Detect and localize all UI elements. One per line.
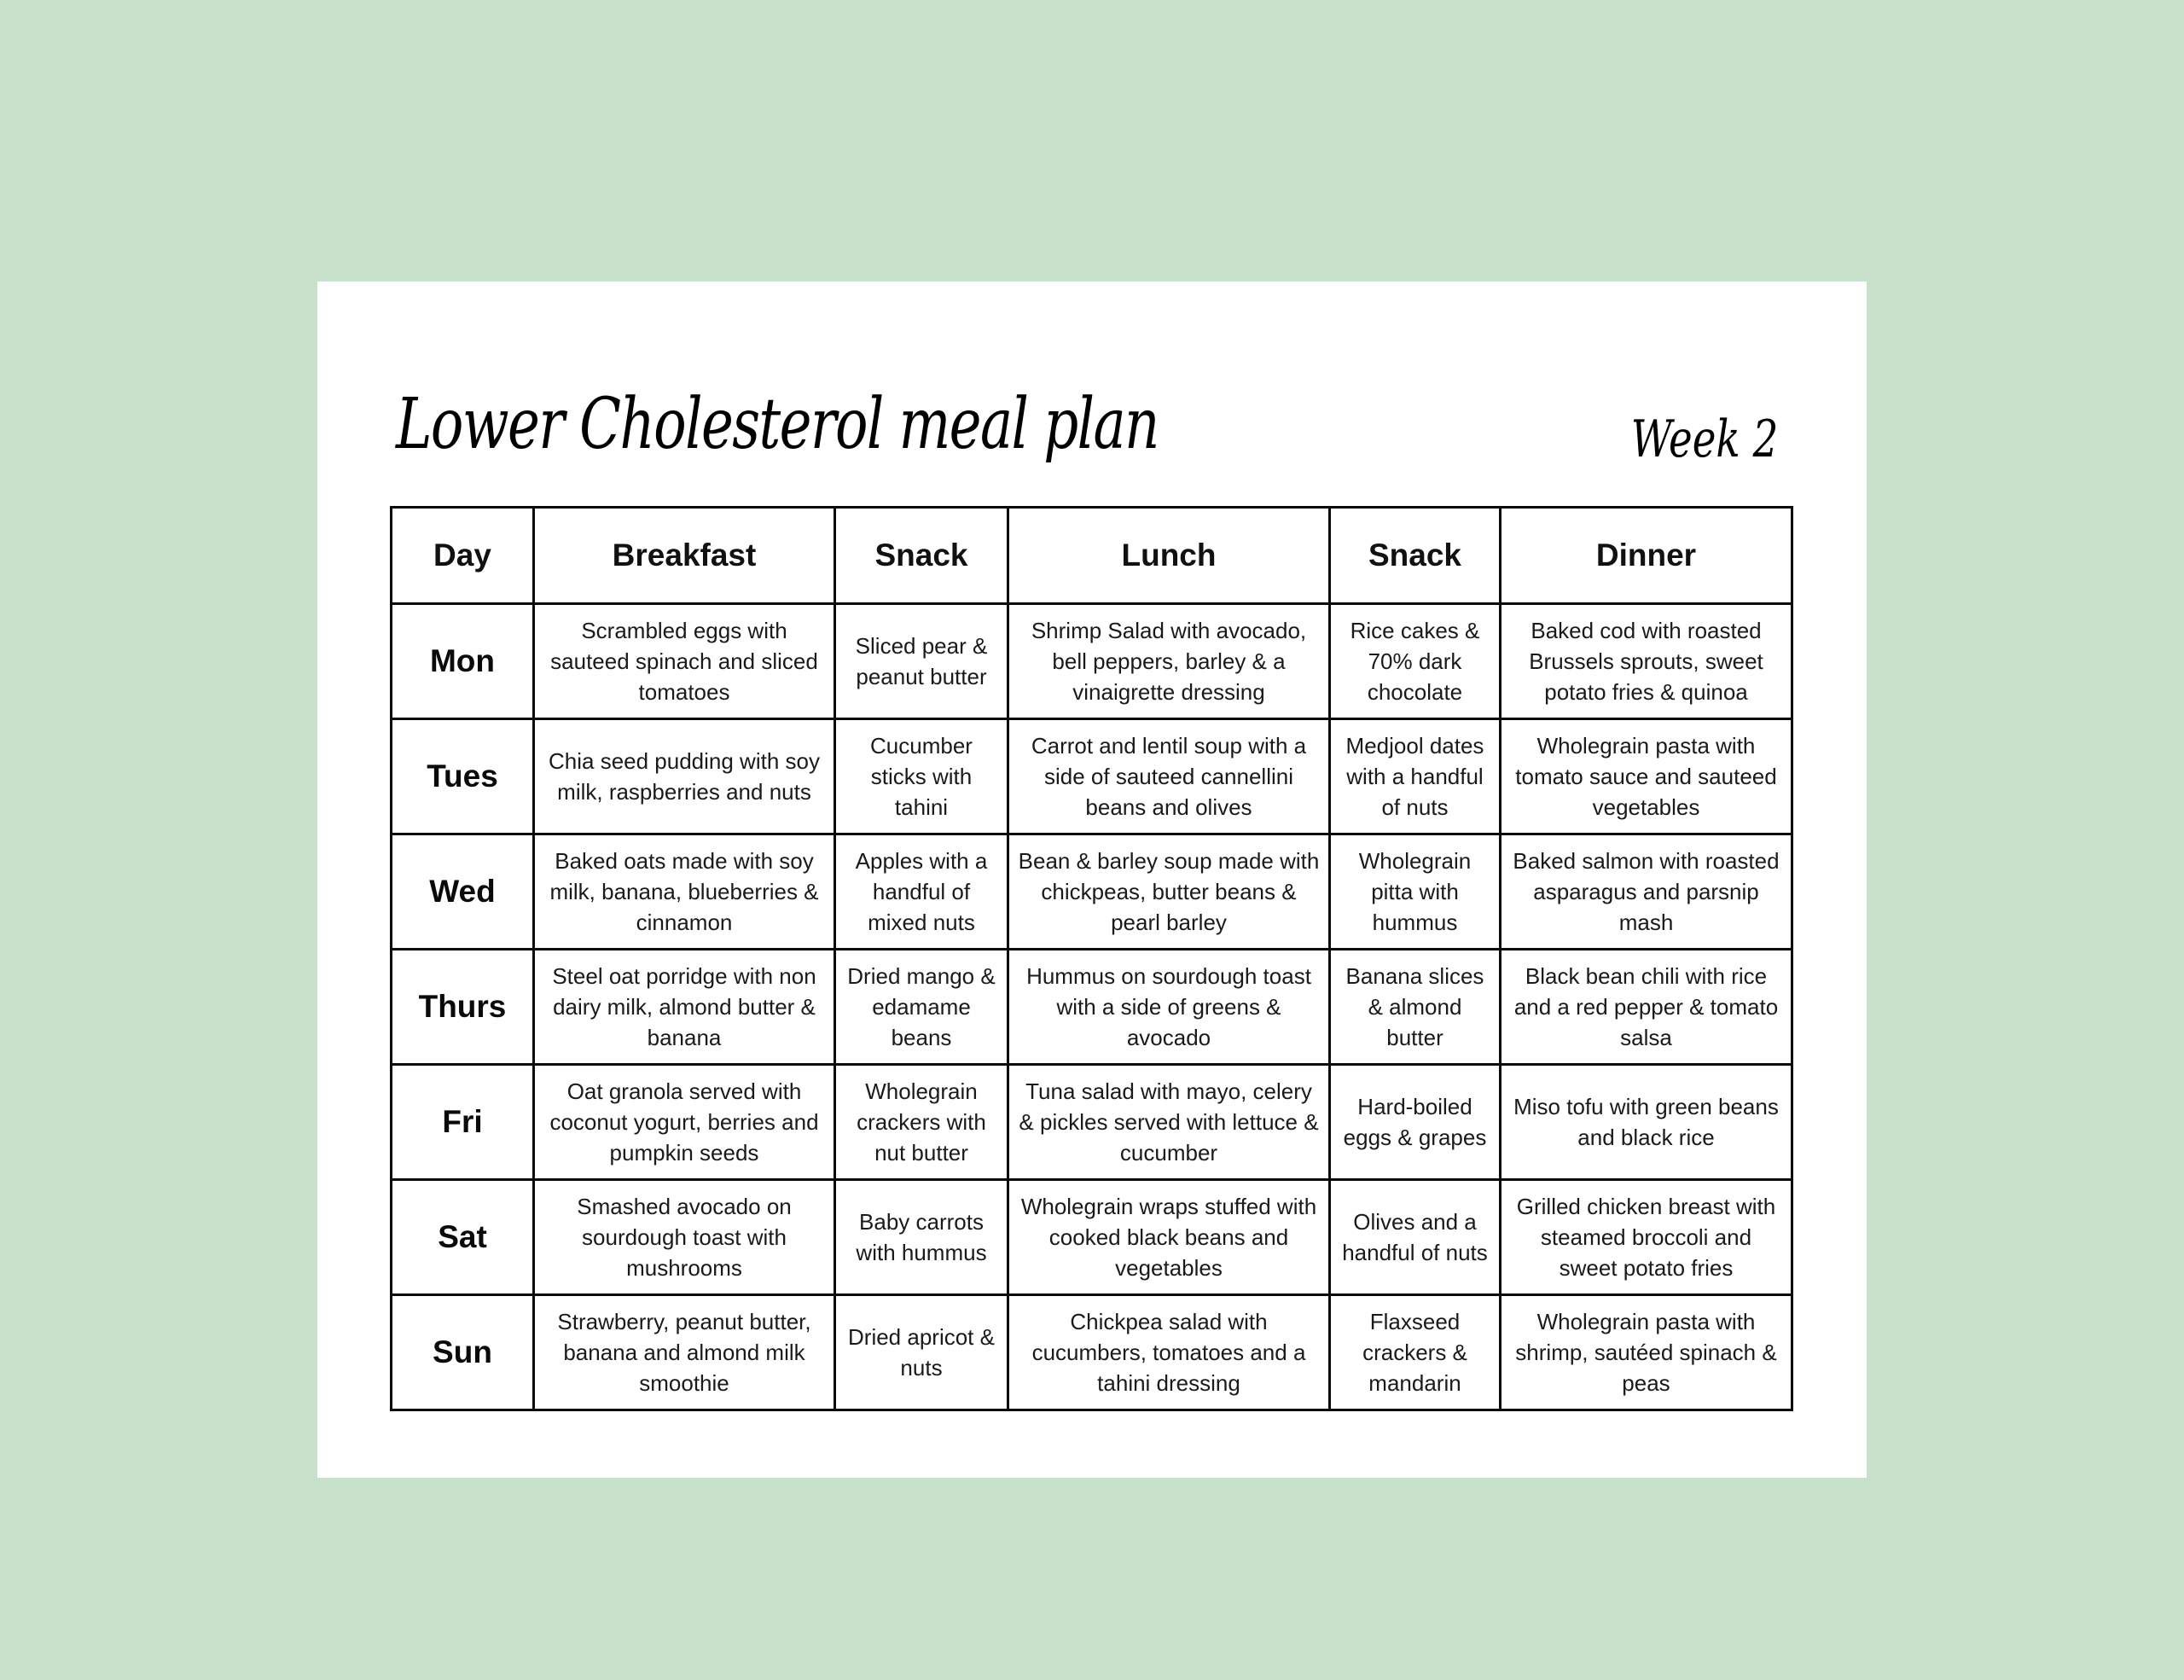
snack2-cell: Rice cakes & 70% dark chocolate: [1330, 604, 1501, 719]
header-day: Day: [392, 508, 534, 604]
breakfast-cell: Steel oat porridge with non dairy milk, almond butter & banana: [534, 950, 835, 1065]
lunch-cell: Bean & barley soup made with chickpeas, butter beans & pearl barley: [1008, 834, 1330, 950]
breakfast-cell: Smashed avocado on sourdough toast with mushrooms: [534, 1180, 835, 1295]
dinner-cell: Miso tofu with green beans and black rice: [1501, 1065, 1792, 1180]
meal-plan-card: [317, 282, 1867, 1478]
header-dinner: Dinner: [1501, 508, 1792, 604]
breakfast-cell: Oat granola served with coconut yogurt, berries and pumpkin seeds: [534, 1065, 835, 1180]
day-cell: Sun: [392, 1295, 534, 1410]
header-breakfast: Breakfast: [534, 508, 835, 604]
day-cell: Thurs: [392, 950, 534, 1065]
page-title: Lower Cholesterol meal plan: [396, 384, 1159, 465]
snack1-cell: Sliced pear & peanut butter: [835, 604, 1008, 719]
header-row: [392, 508, 1792, 604]
day-cell: Fri: [392, 1065, 534, 1180]
snack1-cell: Dried mango & edamame beans: [835, 950, 1008, 1065]
lunch-cell: Hummus on sourdough toast with a side of greens & avocado: [1008, 950, 1330, 1065]
breakfast-cell: Strawberry, peanut butter, banana and almond milk smoothie: [534, 1295, 835, 1410]
table-row-wed: [392, 834, 1792, 950]
header-snack-1: Snack: [835, 508, 1008, 604]
lunch-cell: Wholegrain wraps stuffed with cooked black beans and vegetables: [1008, 1180, 1330, 1295]
breakfast-cell: Chia seed pudding with soy milk, raspberries and nuts: [534, 719, 835, 834]
snack1-cell: Baby carrots with hummus: [835, 1180, 1008, 1295]
snack1-cell: Wholegrain crackers with nut butter: [835, 1065, 1008, 1180]
lunch-cell: Shrimp Salad with avocado, bell peppers, barley & a vinaigrette dressing: [1008, 604, 1330, 719]
table-row-mon: [392, 604, 1792, 719]
week-label: Week 2: [1630, 410, 1778, 469]
day-cell: Wed: [392, 834, 534, 950]
table-row-thurs: [392, 950, 1792, 1065]
snack2-cell: Hard-boiled eggs & grapes: [1330, 1065, 1501, 1180]
day-cell: Mon: [392, 604, 534, 719]
dinner-cell: Grilled chicken breast with steamed broccoli and sweet potato fries: [1501, 1180, 1792, 1295]
dinner-cell: Black bean chili with rice and a red pepper & tomato salsa: [1501, 950, 1792, 1065]
snack2-cell: Banana slices & almond butter: [1330, 950, 1501, 1065]
snack1-cell: Apples with a handful of mixed nuts: [835, 834, 1008, 950]
dinner-cell: Wholegrain pasta with shrimp, sautéed spinach & peas: [1501, 1295, 1792, 1410]
dinner-cell: Baked cod with roasted Brussels sprouts, sweet potato fries & quinoa: [1501, 604, 1792, 719]
breakfast-cell: Scrambled eggs with sauteed spinach and sliced tomatoes: [534, 604, 835, 719]
dinner-cell: Wholegrain pasta with tomato sauce and sauteed vegetables: [1501, 719, 1792, 834]
table-row-sat: [392, 1180, 1792, 1295]
day-cell: Tues: [392, 719, 534, 834]
header-snack-2: Snack: [1330, 508, 1501, 604]
lunch-cell: Chickpea salad with cucumbers, tomatoes and a tahini dressing: [1008, 1295, 1330, 1410]
lunch-cell: Tuna salad with mayo, celery & pickles served with lettuce & cucumber: [1008, 1065, 1330, 1180]
breakfast-cell: Baked oats made with soy milk, banana, blueberries & cinnamon: [534, 834, 835, 950]
snack2-cell: Wholegrain pitta with hummus: [1330, 834, 1501, 950]
snack2-cell: Medjool dates with a handful of nuts: [1330, 719, 1501, 834]
snack2-cell: Olives and a handful of nuts: [1330, 1180, 1501, 1295]
snack1-cell: Cucumber sticks with tahini: [835, 719, 1008, 834]
table-row-fri: [392, 1065, 1792, 1180]
lunch-cell: Carrot and lentil soup with a side of sauteed cannellini beans and olives: [1008, 719, 1330, 834]
dinner-cell: Baked salmon with roasted asparagus and parsnip mash: [1501, 834, 1792, 950]
snack1-cell: Dried apricot & nuts: [835, 1295, 1008, 1410]
header-lunch: Lunch: [1008, 508, 1330, 604]
day-cell: Sat: [392, 1180, 534, 1295]
table-row-tues: [392, 719, 1792, 834]
snack2-cell: Flaxseed crackers & mandarin: [1330, 1295, 1501, 1410]
meal-plan-table: [390, 506, 1793, 1411]
table-row-sun: [392, 1295, 1792, 1410]
